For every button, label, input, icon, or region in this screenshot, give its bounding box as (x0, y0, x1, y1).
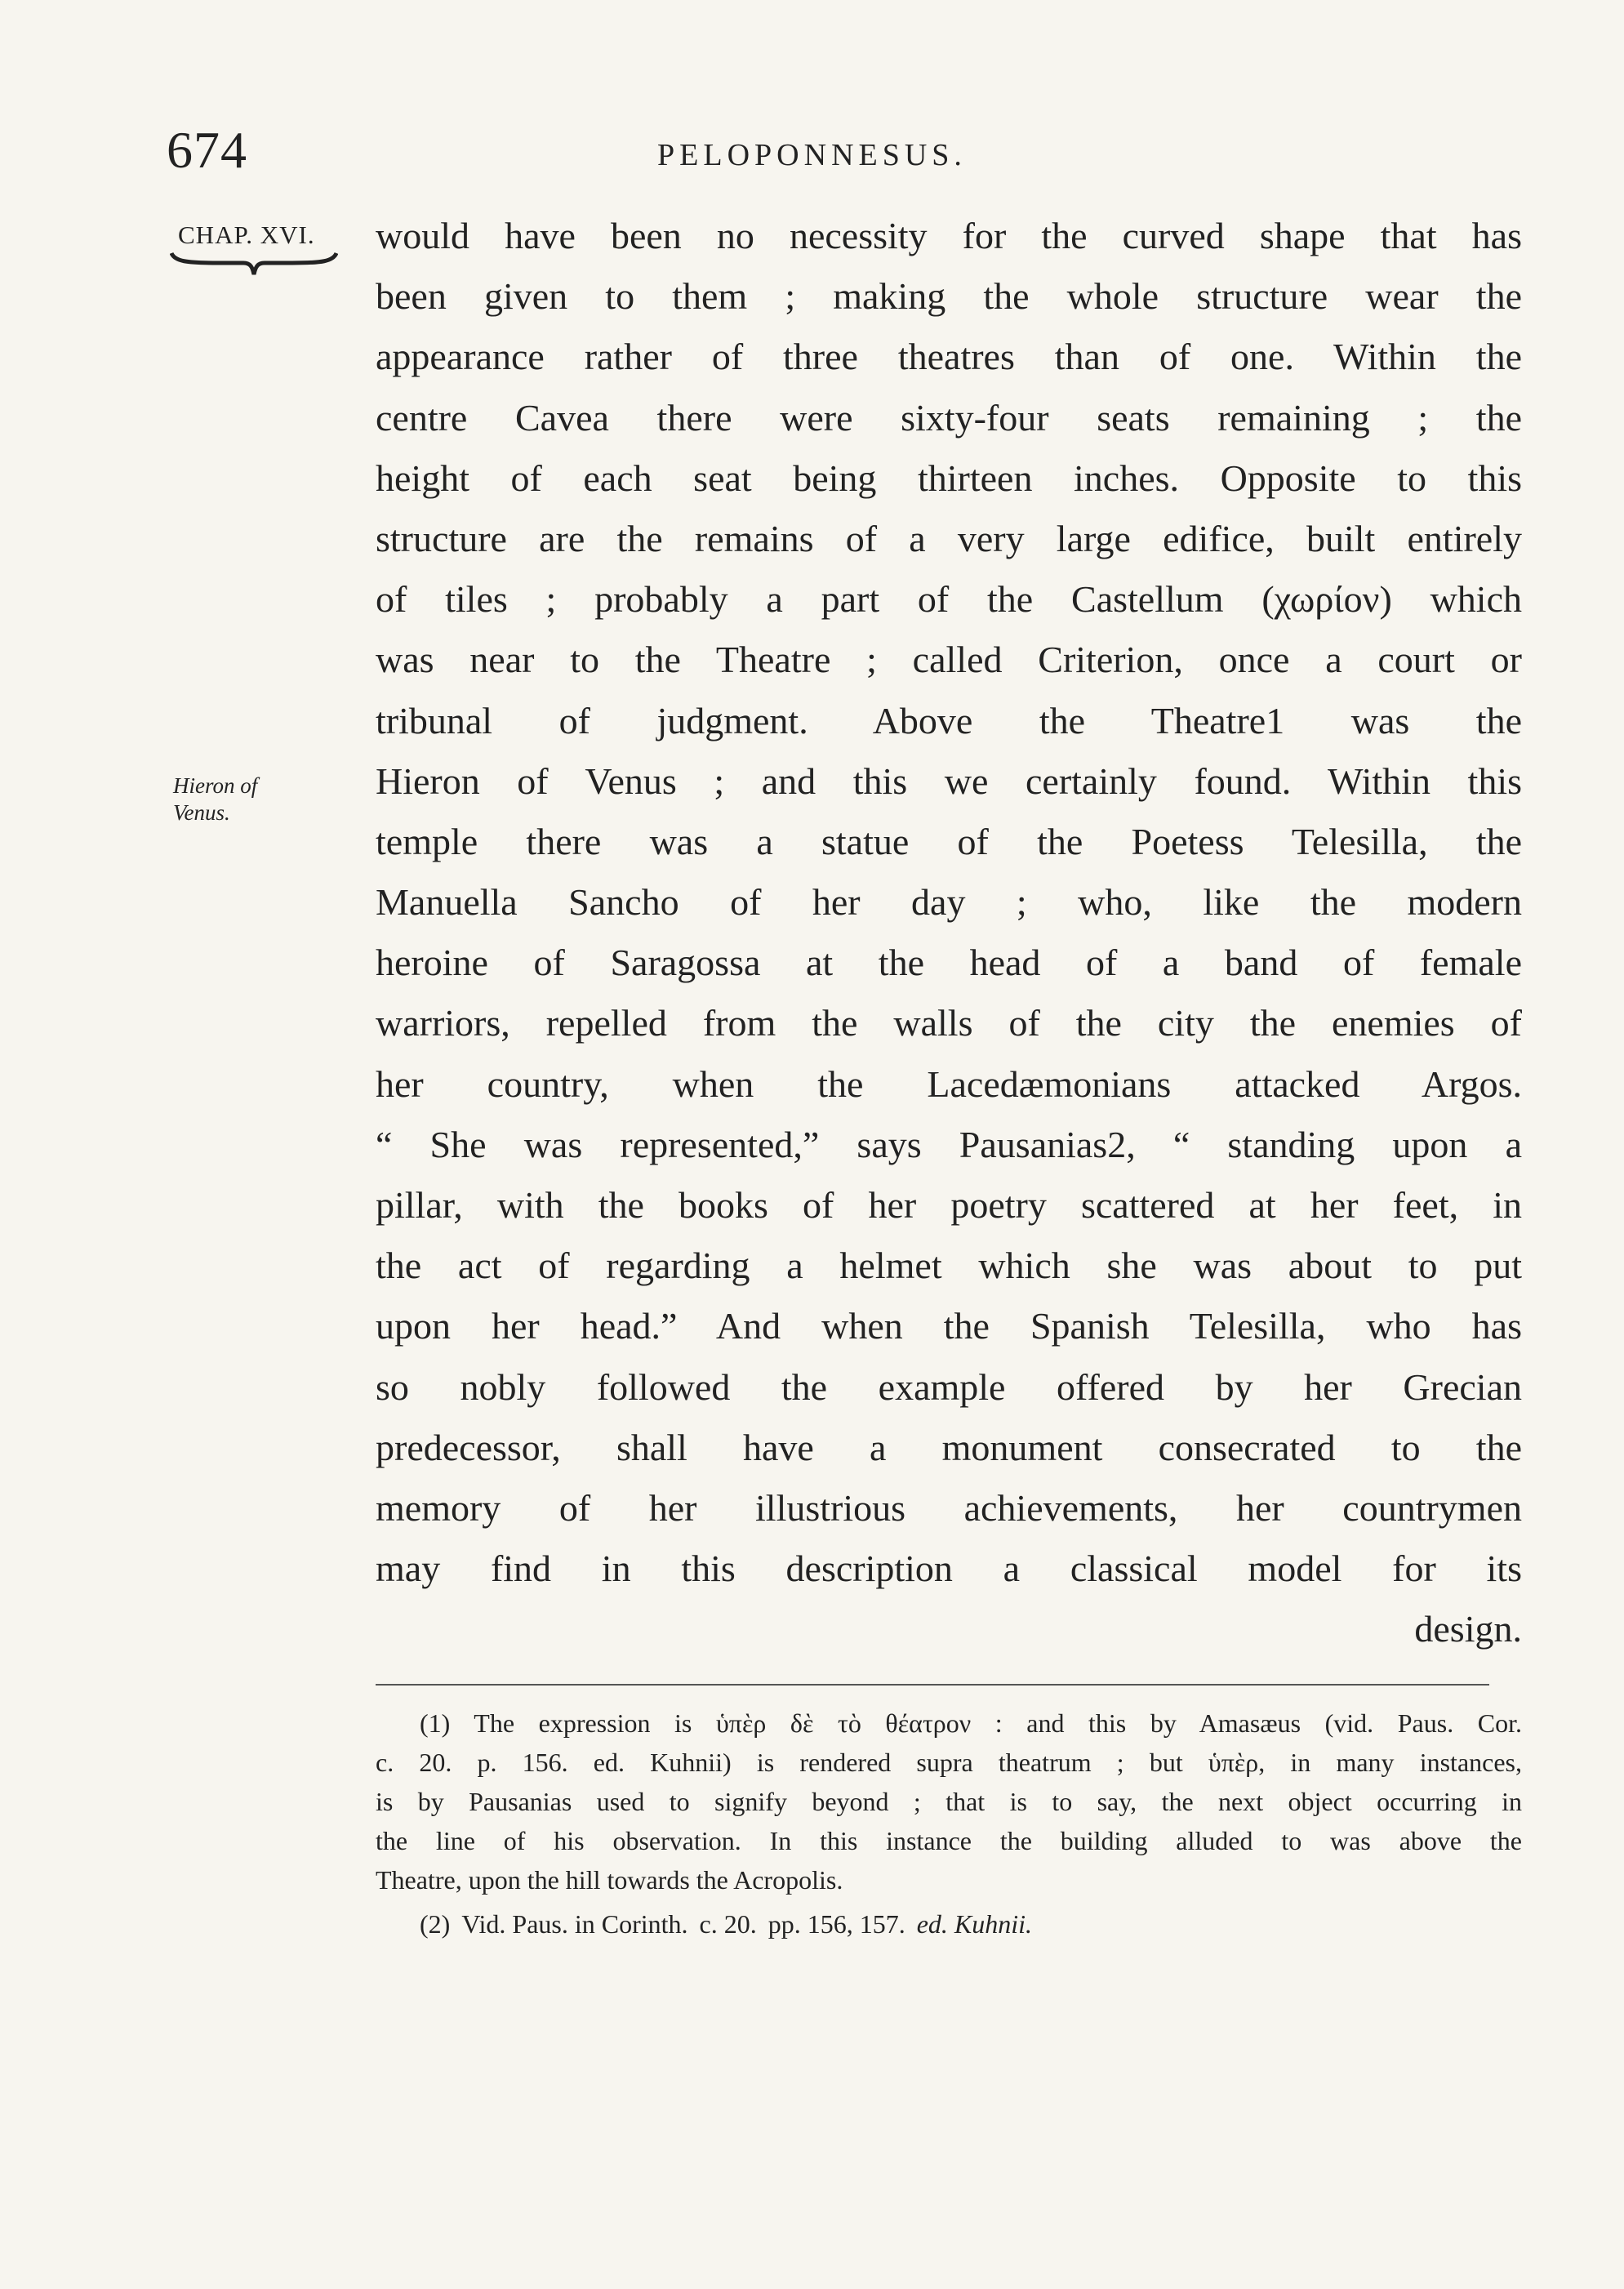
text-line: heroine of Saragossa at the head of a band of female (376, 942, 1522, 984)
text-line: been given to them ; making the whole structure wear the (376, 275, 1522, 318)
text-line: Hieron of Venus ; and this we certainly found. Within this (376, 759, 1522, 802)
footnote-2 (376, 1904, 1522, 1944)
text-line: her country, when the Lacedæmonians attacked Argos. (376, 1062, 1522, 1105)
brace-ornament (170, 250, 338, 283)
text-line: tribunal of judgment. Above the Theatre1 was the (376, 699, 1522, 741)
text-line: design. (1414, 1608, 1522, 1650)
text-line: would have been no necessity for the curved shape that has (376, 215, 1522, 256)
page-number: 674 (167, 121, 247, 179)
text-line: predecessor, shall have a monument consecrated to the (376, 1426, 1522, 1468)
text-line: centre Cavea there were sixty-four seats remaining ; the (376, 396, 1522, 439)
footnote-2-label: (2) (420, 1909, 451, 1939)
chapter-label: CHAP. XVI. (178, 220, 315, 249)
text-line: was near to the Theatre ; called Criterion, once a court or (376, 639, 1522, 681)
footnote-1-line: c. 20. p. 156. ed. Kuhnii) is rendered supra theatrum ; but ὑπὲρ, in many instances, (376, 1748, 1522, 1777)
footnote-2-chapter: c. 20. (699, 1909, 757, 1939)
text-line: memory of her illustrious achievements, her countrymen (376, 1486, 1522, 1529)
text-line: so nobly followed the example offered by her Grecian (376, 1365, 1522, 1408)
footnotes (376, 1703, 1522, 1944)
footnote-rule (376, 1684, 1489, 1686)
text-line: Manuella Sancho of her day ; who, like the modern (376, 881, 1522, 924)
footnote-1-line: Theatre, upon the hill towards the Acropolis. (376, 1865, 843, 1895)
text-line: height of each seat being thirteen inches. Opposite to this (376, 456, 1522, 499)
text-line: of tiles ; probably a part of the Castellum (χωρίον) which (376, 578, 1522, 621)
footnote-1-line: the line of his observation. In this instance the building alluded to was above the (376, 1826, 1522, 1855)
text-line: “ She was represented,” says Pausanias2, “ standing upon a (376, 1123, 1522, 1165)
text-line: structure are the remains of a very large edifice, built entirely (376, 517, 1522, 559)
text-line: temple there was a statue of the Poetess Telesilla, the (376, 820, 1522, 862)
text-line: appearance rather of three theatres than of one. Within the (376, 336, 1522, 378)
footnote-1-line: (1) The expression is ὑπὲρ δὲ τὸ θέατρον : and this by Amasæus (vid. Paus. Cor. (420, 1708, 1522, 1738)
body-text (376, 206, 1522, 1660)
margin-note-line1: Hieron of (173, 773, 258, 798)
footnote-2-source: Vid. Paus. in Corinth. (461, 1909, 688, 1939)
running-title: PELOPONNESUS. (657, 138, 967, 172)
text-line: may find in this description a classical model for its (376, 1548, 1522, 1590)
footnote-2-edition: ed. Kuhnii. (916, 1909, 1033, 1939)
margin-note-line2: Venus. (173, 800, 230, 825)
text-line: upon her head.” And when the Spanish Telesilla, who has (376, 1305, 1522, 1347)
margin-note-hieron (173, 773, 304, 826)
text-line: the act of regarding a helmet which she was about to put (376, 1245, 1522, 1287)
text-line: warriors, repelled from the walls of the city the enemies of (376, 1002, 1522, 1044)
footnote-2-pages: pp. 156, 157. (768, 1909, 905, 1939)
footnote-1-line: is by Pausanias used to signify beyond ; that is to say, the next object occurring in (376, 1787, 1522, 1816)
text-line: pillar, with the books of her poetry scattered at her feet, in (376, 1184, 1522, 1226)
